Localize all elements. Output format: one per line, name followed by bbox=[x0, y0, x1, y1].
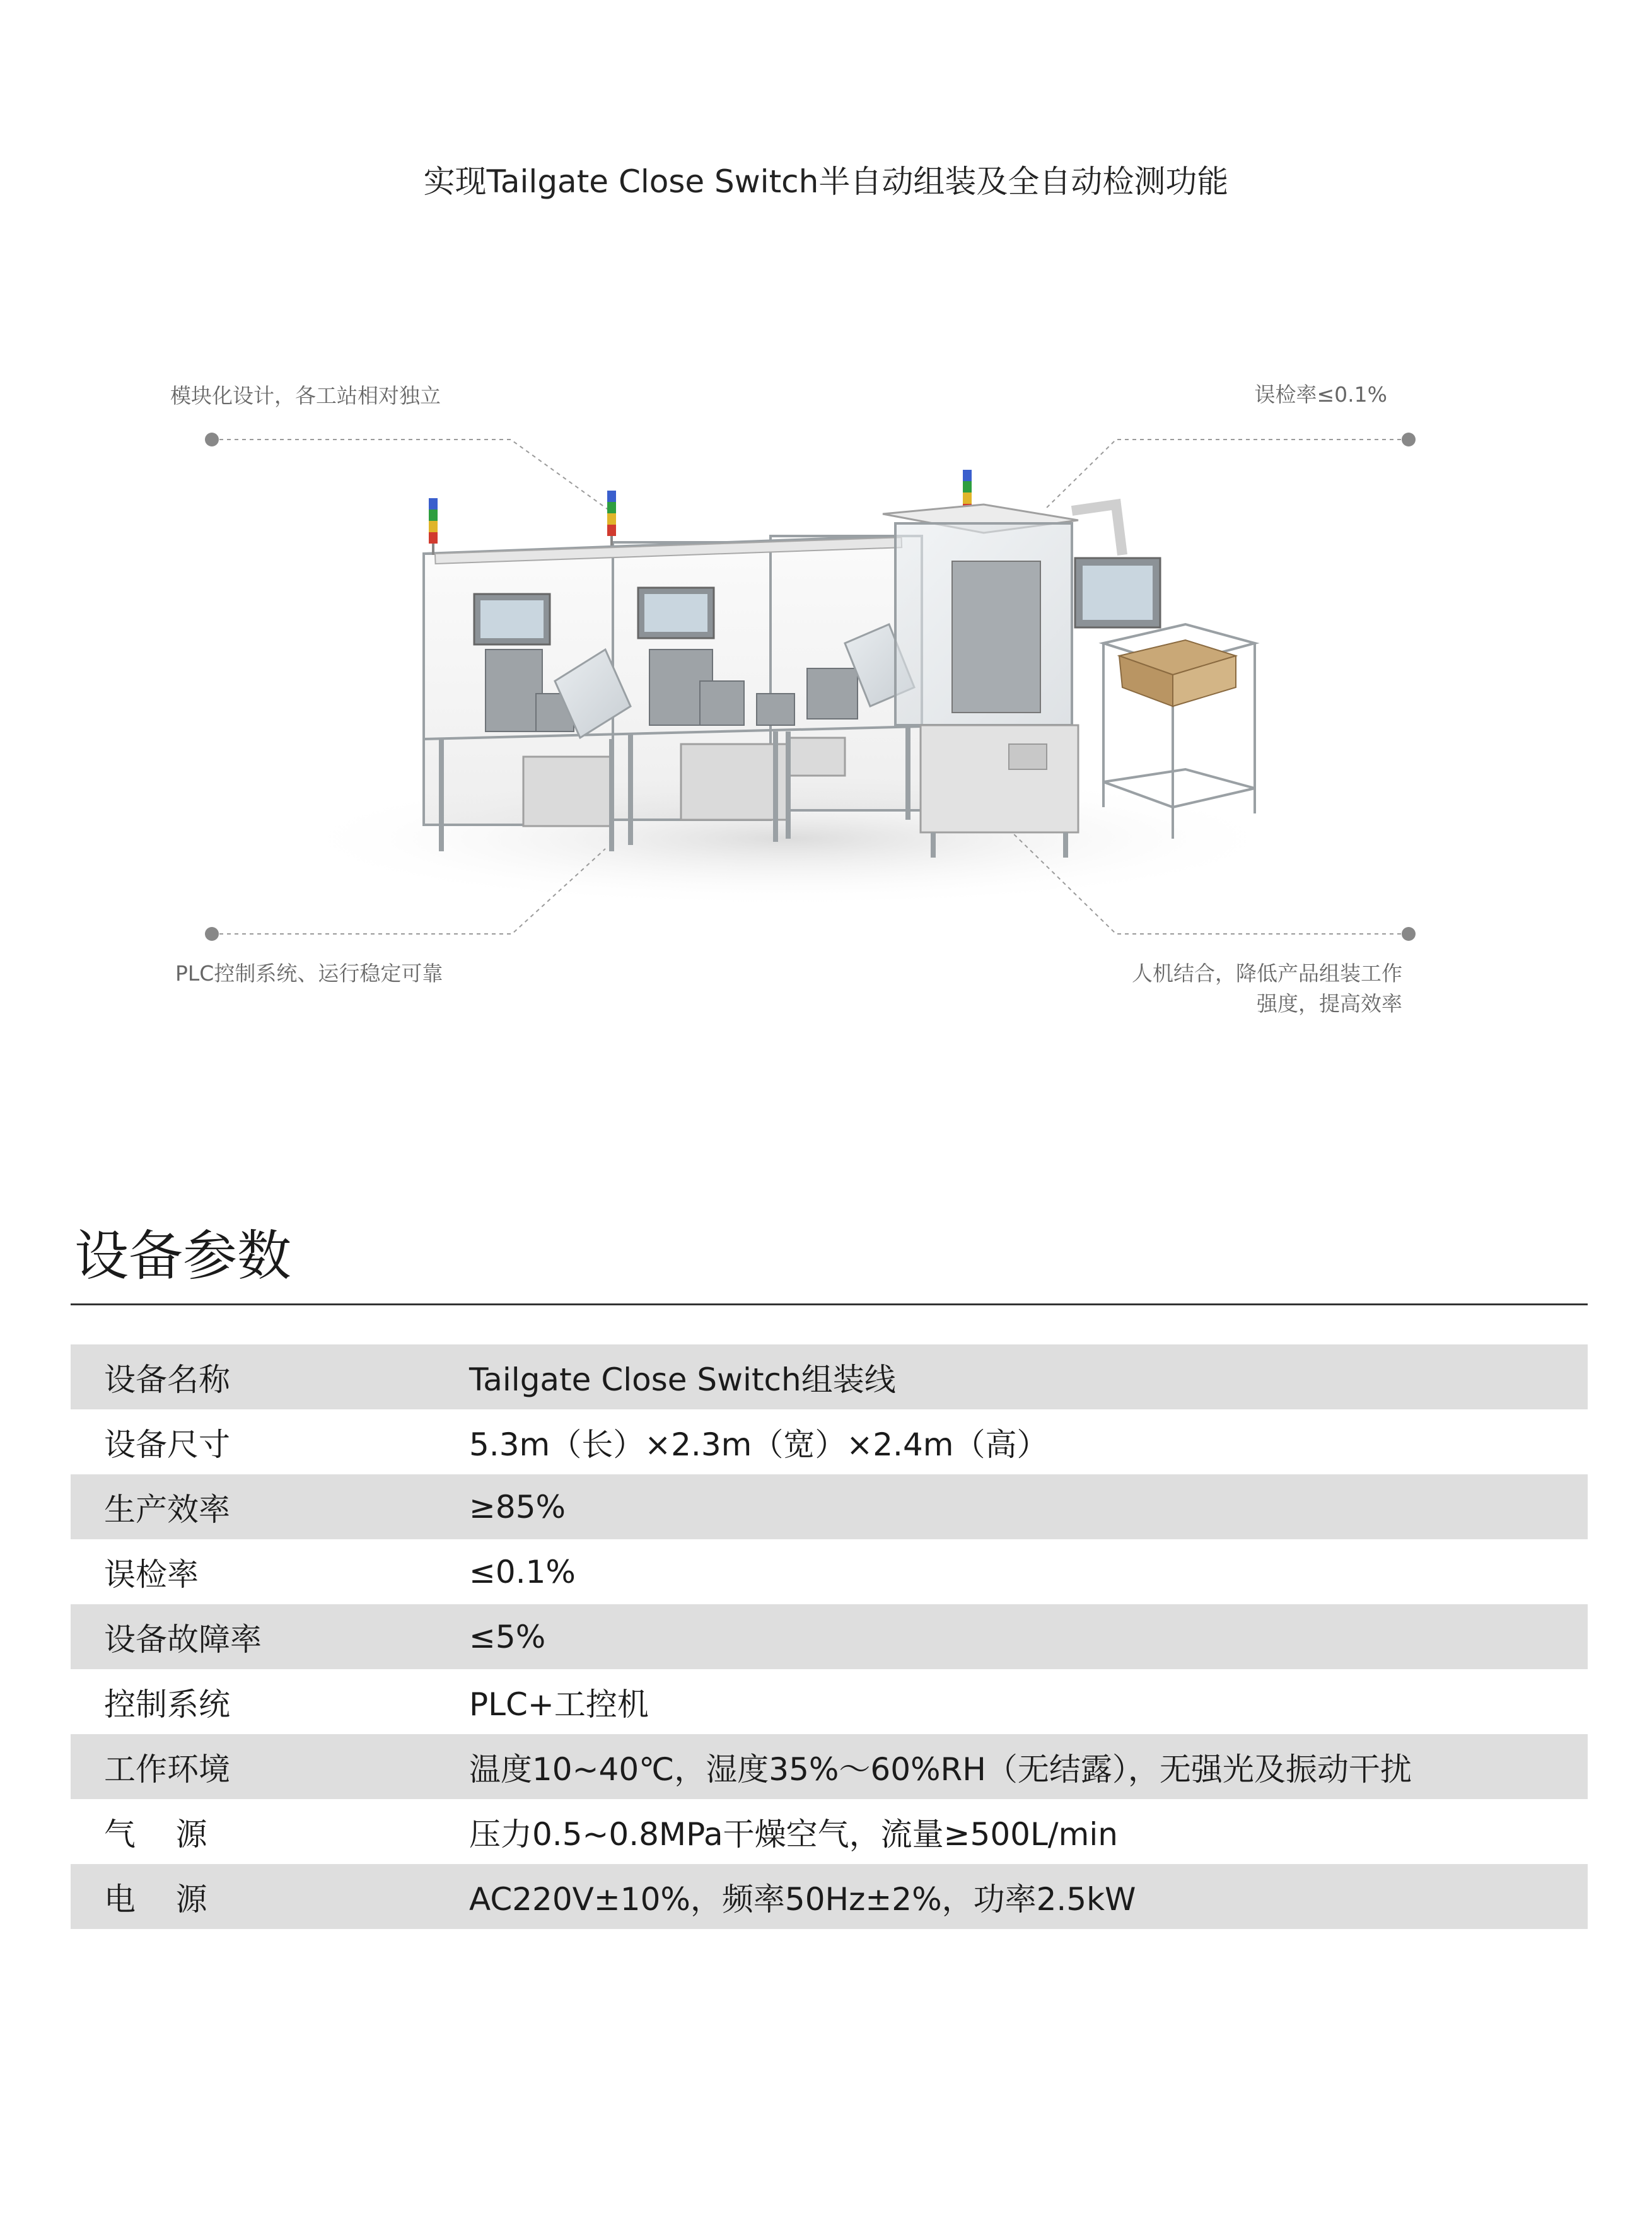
page-headline: 实现Tailgate Close Switch半自动组装及全自动检测功能 bbox=[423, 163, 1229, 200]
table-row bbox=[71, 1409, 1588, 1474]
callout-error-rate: 误检率≤0.1% bbox=[1254, 382, 1387, 407]
callout-human-machine bbox=[1132, 959, 1402, 1019]
table-row bbox=[71, 1799, 1588, 1864]
param-value: AC220V±10%，频率50Hz±2%，功率2.5kW bbox=[469, 1880, 1136, 1918]
param-label: 设备故障率 bbox=[104, 1621, 262, 1658]
section-title: 设备参数 bbox=[74, 1225, 291, 1288]
table-row bbox=[71, 1734, 1588, 1799]
param-label: 气 源 bbox=[104, 1815, 207, 1853]
table-row bbox=[71, 1604, 1588, 1669]
param-label: 工作环境 bbox=[104, 1751, 230, 1788]
callout-human-machine-line1: 人机结合，降低产品组装工作 bbox=[1132, 961, 1402, 986]
callout-plc-control: PLC控制系统、运行稳定可靠 bbox=[175, 961, 443, 986]
param-label: 控制系统 bbox=[104, 1686, 230, 1723]
section-divider bbox=[71, 1303, 1588, 1305]
hero-illustration bbox=[0, 353, 1652, 1047]
table-row bbox=[71, 1539, 1588, 1604]
param-value: PLC+工控机 bbox=[469, 1686, 649, 1723]
table-row bbox=[71, 1344, 1588, 1409]
param-label: 生产效率 bbox=[104, 1491, 230, 1528]
param-value: ≤0.1% bbox=[469, 1553, 576, 1590]
param-label: 设备名称 bbox=[104, 1361, 230, 1398]
param-value: 温度10~40℃，湿度35%～60%RH（无结露），无强光及振动干扰 bbox=[469, 1751, 1412, 1788]
param-value: Tailgate Close Switch组装线 bbox=[469, 1361, 896, 1398]
param-label: 设备尺寸 bbox=[104, 1426, 230, 1463]
param-value: ≤5% bbox=[469, 1618, 546, 1655]
param-value: 压力0.5~0.8MPa干燥空气，流量≥500L/min bbox=[469, 1815, 1118, 1853]
assembly-line-illustration bbox=[0, 353, 1652, 1047]
param-value: ≥85% bbox=[469, 1488, 566, 1525]
table-row bbox=[71, 1669, 1588, 1734]
param-value: 5.3m（长）×2.3m（宽）×2.4m（高） bbox=[469, 1426, 1049, 1463]
params-table bbox=[71, 1344, 1588, 1929]
table-row bbox=[71, 1474, 1588, 1539]
param-label: 误检率 bbox=[104, 1556, 199, 1593]
param-label: 电 源 bbox=[104, 1880, 207, 1918]
table-row bbox=[71, 1864, 1588, 1929]
callout-modular-design: 模块化设计，各工站相对独立 bbox=[170, 383, 441, 408]
callout-human-machine-line2: 强度，提高效率 bbox=[1257, 991, 1402, 1016]
